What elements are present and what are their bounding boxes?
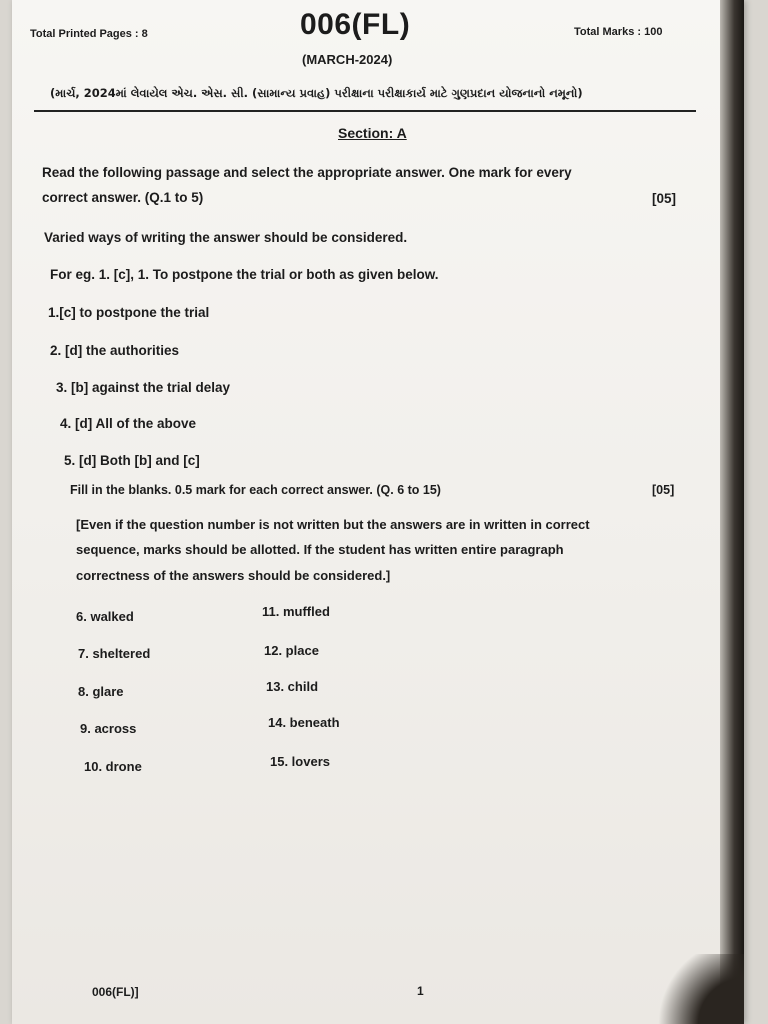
example-note: For eg. 1. [c], 1. To postpone the trial or both as given below.	[50, 267, 439, 282]
blank-answer-15: 15. lovers	[270, 754, 330, 769]
blank-answer-10: 10. drone	[84, 759, 142, 774]
blank-answer-11: 11. muffled	[262, 604, 330, 619]
condition-line-3: correctness of the answers should be considered.]	[76, 568, 391, 583]
paper-code: 006(FL)	[300, 8, 411, 41]
page-edge-shadow	[720, 0, 744, 1024]
printed-pages: Total Printed Pages : 8	[30, 28, 148, 40]
instruction-line-1: Read the following passage and select the appropriate answer. One mark for every	[42, 165, 572, 180]
section-title: Section: A	[338, 125, 407, 141]
footer-page-number: 1	[417, 984, 424, 998]
blank-answer-13: 13. child	[266, 679, 319, 694]
answer-5: 5. [d] Both [b] and [c]	[64, 453, 200, 468]
blank-answer-8: 8. glare	[78, 684, 124, 699]
blank-answer-9: 9. across	[80, 721, 137, 736]
fill-blanks-marks: [05]	[652, 483, 675, 497]
answer-3: 3. [b] against the trial delay	[56, 380, 231, 395]
page-corner-shadow	[654, 954, 744, 1024]
blank-answer-6: 6. walked	[76, 609, 134, 624]
fill-blanks-instruction: Fill in the blanks. 0.5 mark for each correct answer. (Q. 6 to 15)	[70, 483, 441, 497]
total-marks: Total Marks : 100	[574, 26, 663, 38]
condition-line-1: [Even if the question number is not written but the answers are in written in correct	[76, 517, 590, 532]
answer-key-page	[12, 0, 744, 1024]
section-a-marks: [05]	[652, 191, 677, 206]
footer-paper-code: 006(FL)]	[92, 985, 139, 999]
answer-2: 2. [d] the authorities	[50, 343, 180, 358]
instruction-line-2: correct answer. (Q.1 to 5)	[42, 190, 204, 205]
varied-ways-note: Varied ways of writing the answer should be considered.	[44, 230, 408, 245]
blank-answer-14: 14. beneath	[268, 715, 340, 730]
condition-line-2: sequence, marks should be allotted. If the student has written entire paragraph	[76, 542, 564, 557]
answer-1: 1.[c] to postpone the trial	[48, 305, 210, 320]
gujarati-subtitle: (માર્ચ, 2024માં લેવાયેલ એચ. એસ. સી. (સામાન્ય પ્રવાહ) પરીક્ષાના પરીક્ષાકાર્ય માટે ગુણપ્રદાન યોજનાનો નમૂનો)	[50, 86, 583, 100]
header-rule	[34, 110, 696, 112]
blank-answer-12: 12. place	[264, 643, 319, 658]
answer-4: 4. [d] All of the above	[60, 416, 197, 431]
exam-session: (MARCH-2024)	[302, 52, 393, 67]
blank-answer-7: 7. sheltered	[78, 646, 151, 661]
